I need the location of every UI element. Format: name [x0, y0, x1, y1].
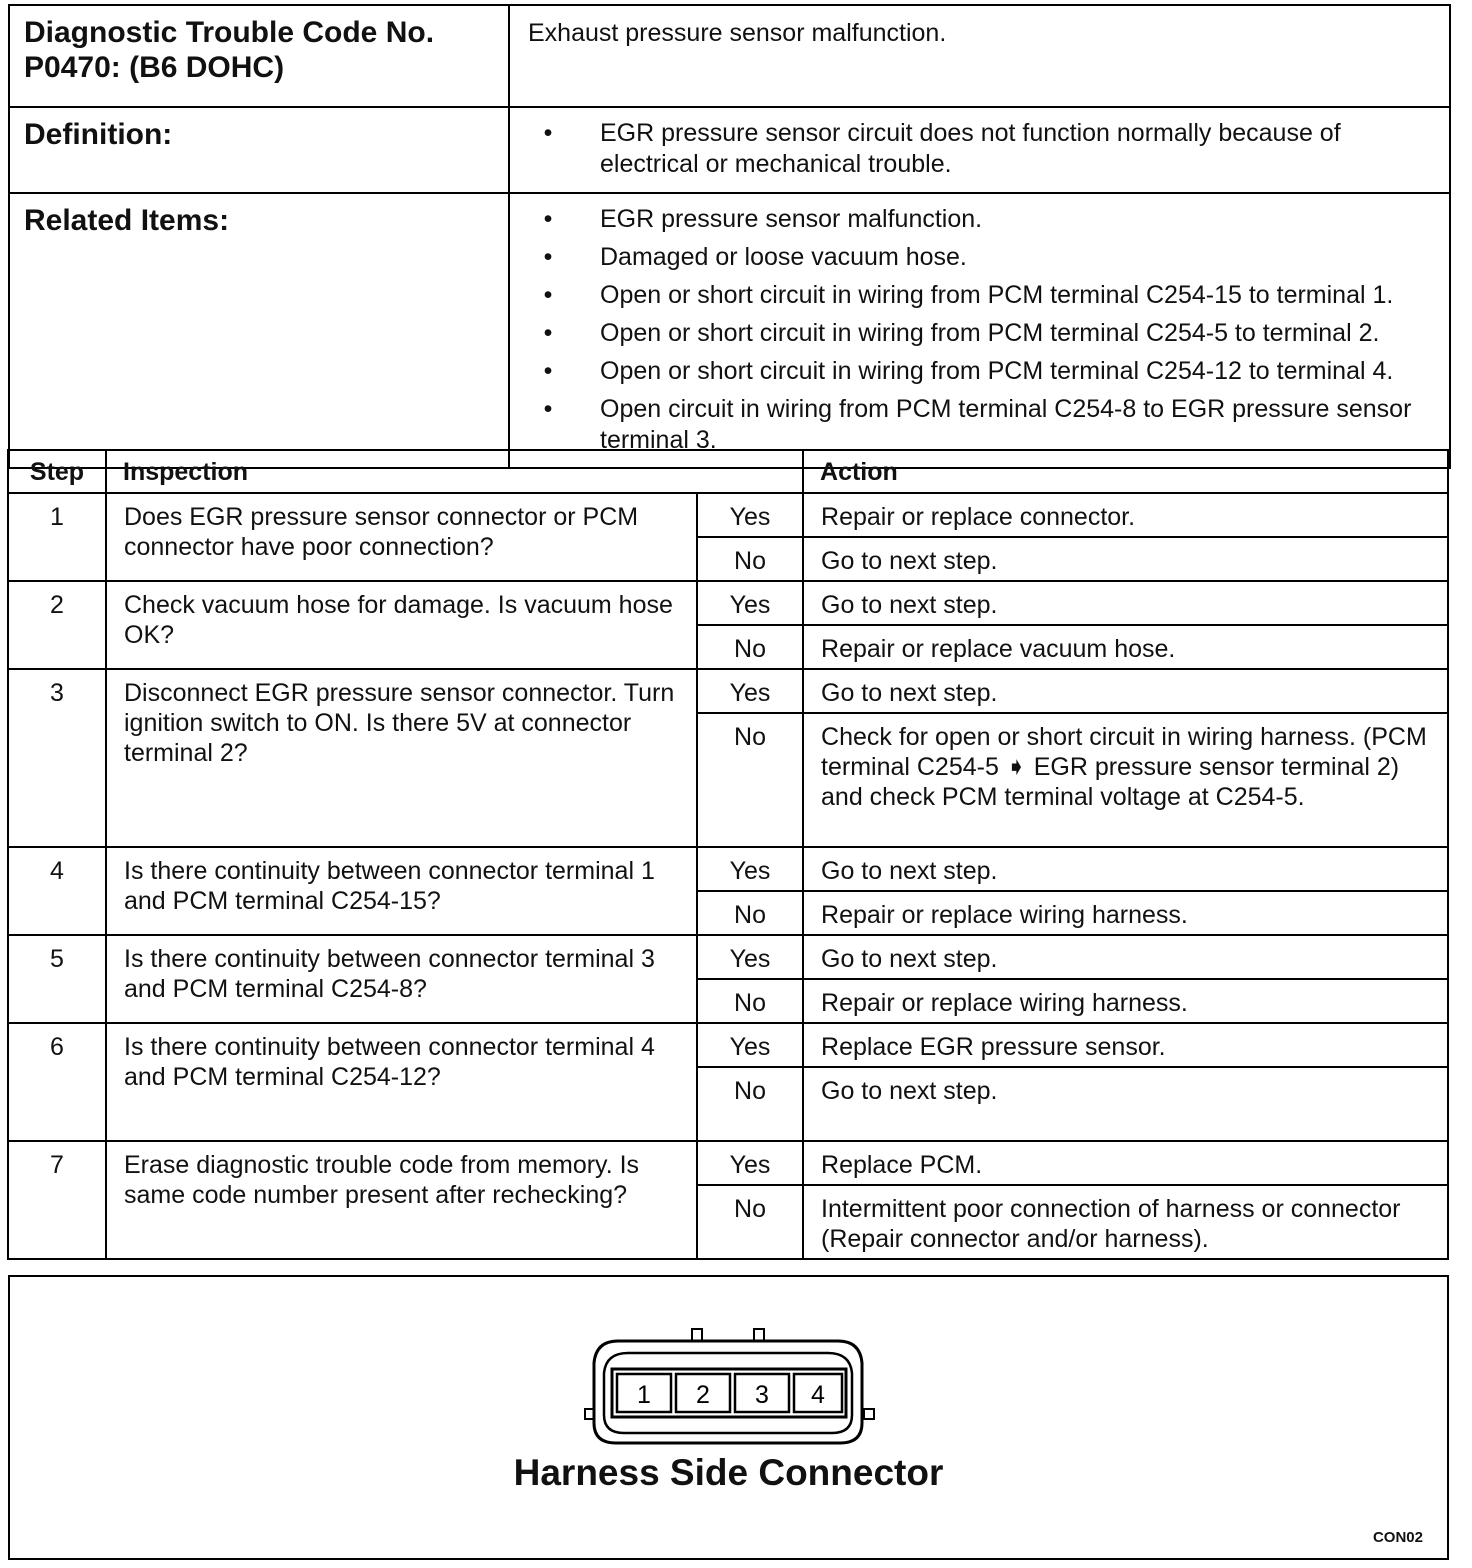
no-action: Go to next step.: [803, 1067, 1448, 1141]
yes-action: Go to next step.: [803, 935, 1448, 979]
step-column-header: Step: [8, 450, 106, 493]
no-action: Check for open or short circuit in wiring harness. (PCM terminal C254-5 ➧ EGR pressure sensor terminal 2) and check PCM terminal voltage at C254-5.: [803, 713, 1448, 847]
no-label: No: [697, 979, 803, 1023]
bullet-icon: •: [543, 319, 553, 347]
related-item: [528, 280, 1435, 311]
bullet-icon: •: [543, 205, 553, 233]
connector-caption: Harness Side Connector: [513, 1452, 944, 1493]
definition-item: [528, 118, 1435, 180]
terminal-number: 1: [637, 1381, 651, 1409]
dtc-header-table: [8, 4, 1451, 469]
yes-action: Repair or replace connector.: [803, 493, 1448, 537]
bullet-icon: •: [543, 281, 553, 309]
inspection-question: Does EGR pressure sensor connector or PCM connector have poor connection?: [106, 493, 697, 581]
related-item: [528, 242, 1435, 273]
yes-label: Yes: [697, 1023, 803, 1067]
terminal-number: 3: [755, 1381, 769, 1409]
yes-action: Go to next step.: [803, 847, 1448, 891]
step-number: 4: [8, 847, 106, 935]
table-row: [8, 493, 1448, 537]
no-label: No: [697, 891, 803, 935]
related-item-text: Open or short circuit in wiring from PCM terminal C254-15 to terminal 1.: [600, 281, 1394, 309]
bullet-icon: •: [543, 119, 553, 147]
yes-label: Yes: [697, 847, 803, 891]
table-row: [8, 935, 1448, 979]
related-item-text: Open circuit in wiring from PCM terminal C254-8 to EGR pressure sensor terminal 3.: [600, 395, 1412, 454]
yes-label: Yes: [697, 581, 803, 625]
yes-label: Yes: [697, 935, 803, 979]
inspection-question: Is there continuity between connector terminal 4 and PCM terminal C254-12?: [106, 1023, 697, 1141]
yes-action: Go to next step.: [803, 669, 1448, 713]
latch-tab: [754, 1329, 764, 1341]
inspection-question: Is there continuity between connector terminal 1 and PCM terminal C254-15?: [106, 847, 697, 935]
related-items-label: Related Items:: [9, 193, 509, 468]
inspection-question: Is there continuity between connector terminal 3 and PCM terminal C254-8?: [106, 935, 697, 1023]
side-tab: [864, 1409, 874, 1419]
step-number: 5: [8, 935, 106, 1023]
bullet-icon: •: [543, 395, 553, 423]
step-number: 7: [8, 1141, 106, 1259]
table-row: [8, 581, 1448, 625]
no-label: No: [697, 713, 803, 847]
figure-code: CON02: [1372, 1529, 1423, 1546]
bullet-icon: •: [543, 357, 553, 385]
step-number: 3: [8, 669, 106, 847]
no-action: Repair or replace wiring harness.: [803, 891, 1448, 935]
inspection-question: Erase diagnostic trouble code from memory. Is same code number present after rechecking?: [106, 1141, 697, 1259]
related-item-text: Open or short circuit in wiring from PCM terminal C254-12 to terminal 4.: [600, 357, 1394, 385]
connector-diagram-box: [8, 1275, 1449, 1560]
related-item: [528, 318, 1435, 349]
dtc-description: Exhaust pressure sensor malfunction.: [509, 5, 1450, 107]
no-action: Repair or replace vacuum hose.: [803, 625, 1448, 669]
related-items-cell: [509, 193, 1450, 468]
table-row: [8, 1023, 1448, 1067]
harness-connector-icon: [584, 1327, 884, 1447]
related-item: [528, 204, 1435, 235]
dtc-label: Diagnostic Trouble Code No. P0470: (B6 DOHC): [9, 5, 509, 107]
no-action: Repair or replace wiring harness.: [803, 979, 1448, 1023]
no-action: Intermittent poor connection of harness or connector (Repair connector and/or harness).: [803, 1185, 1448, 1259]
related-item-text: Open or short circuit in wiring from PCM terminal C254-5 to terminal 2.: [600, 319, 1380, 347]
inspection-table: [7, 449, 1449, 1260]
definition-label: Definition:: [9, 107, 509, 193]
no-label: No: [697, 1067, 803, 1141]
inspection-column-header: Inspection: [106, 450, 803, 493]
inspection-question: Check vacuum hose for damage. Is vacuum hose OK?: [106, 581, 697, 669]
table-row: [8, 669, 1448, 713]
step-number: 6: [8, 1023, 106, 1141]
action-column-header: Action: [803, 450, 1448, 493]
bullet-icon: •: [543, 243, 553, 271]
definition-text: EGR pressure sensor circuit does not function normally because of electrical or mechanical trouble.: [600, 119, 1341, 178]
terminal-number: 4: [811, 1381, 825, 1409]
no-label: No: [697, 625, 803, 669]
related-item-text: EGR pressure sensor malfunction.: [600, 205, 983, 233]
yes-label: Yes: [697, 1141, 803, 1185]
table-row: [8, 847, 1448, 891]
related-item-text: Damaged or loose vacuum hose.: [600, 243, 967, 271]
no-label: No: [697, 537, 803, 581]
yes-action: Replace PCM.: [803, 1141, 1448, 1185]
inspection-question: Disconnect EGR pressure sensor connector. Turn ignition switch to ON. Is there 5V at connector terminal 2?: [106, 669, 697, 847]
yes-action: Replace EGR pressure sensor.: [803, 1023, 1448, 1067]
yes-label: Yes: [697, 669, 803, 713]
no-action: Go to next step.: [803, 537, 1448, 581]
yes-label: Yes: [697, 493, 803, 537]
definition-cell: [509, 107, 1450, 193]
related-item: [528, 356, 1435, 387]
table-row: [8, 1141, 1448, 1185]
terminal-number: 2: [696, 1381, 710, 1409]
latch-tab: [692, 1329, 702, 1341]
step-number: 2: [8, 581, 106, 669]
inspection-header-row: [8, 450, 1448, 493]
related-item: [528, 394, 1435, 456]
no-label: No: [697, 1185, 803, 1259]
step-number: 1: [8, 493, 106, 581]
yes-action: Go to next step.: [803, 581, 1448, 625]
